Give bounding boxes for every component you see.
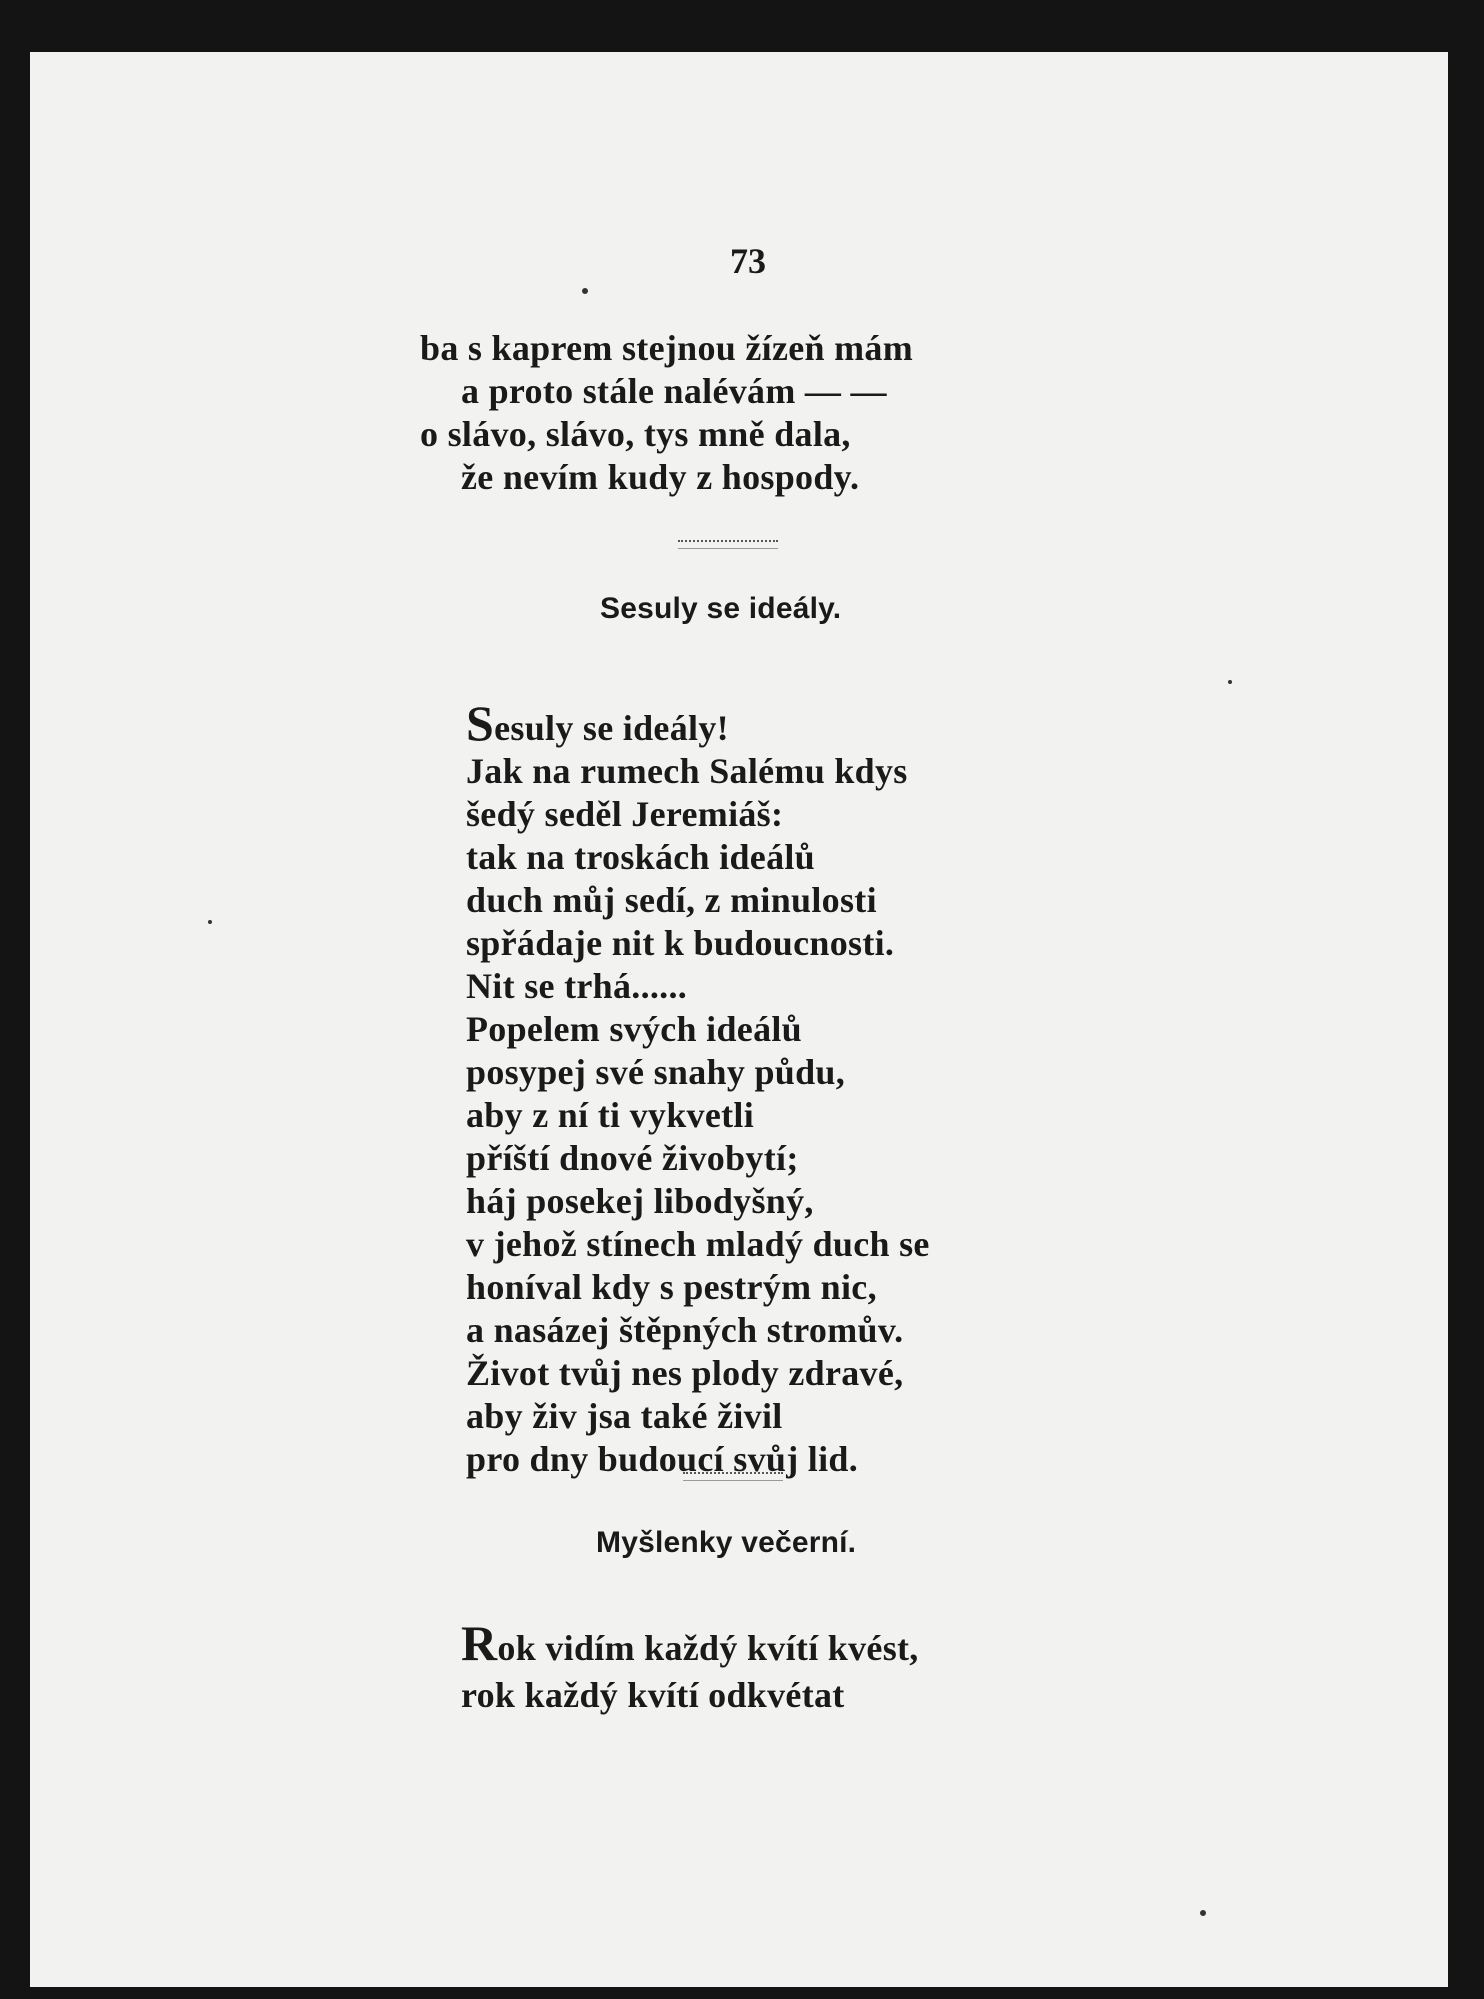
poem-line: šedý seděl Jeremiáš: (466, 794, 784, 834)
poem-title: Myšlenky večerní. (596, 1526, 857, 1559)
poem-line (466, 695, 930, 751)
poem-line: aby živ jsa také živil (466, 1396, 783, 1436)
poem-body (466, 695, 930, 1481)
poem-line: a nasázej štěpných stromův. (466, 1310, 904, 1350)
poem-line: posypej své snahy půdu, (466, 1052, 846, 1092)
section-divider (683, 1472, 783, 1481)
poem-line: pro dny budoucí svůj lid. (466, 1439, 859, 1479)
poem-line: Život tvůj nes plody zdravé, (466, 1353, 904, 1393)
stanza-line: o slávo, slávo, tys mně dala, (420, 414, 851, 454)
stanza-line: ba s kaprem stejnou žízeň mám (420, 328, 914, 368)
paper-speck (582, 288, 588, 294)
poem-body (461, 1615, 919, 1719)
poem-first-line: esuly se ideály! (494, 708, 729, 748)
poem-title: Sesuly se ideály. (600, 592, 842, 625)
drop-cap: R (461, 1615, 498, 1671)
drop-cap: S (466, 695, 495, 751)
poem-line: v jehož stínech mladý duch se (466, 1224, 930, 1264)
poem-line: rok každý kvítí odkvétat (461, 1675, 845, 1715)
poem-line: spřádaje nit k budoucnosti. (466, 923, 895, 963)
poem-line: aby z ní ti vykvetli (466, 1095, 755, 1135)
poem-line: háj posekej libodyšný, (466, 1181, 814, 1221)
poem-line: Jak na rumech Salému kdys (466, 751, 908, 791)
closing-stanza (420, 327, 913, 499)
poem-line (461, 1615, 919, 1672)
book-page (30, 52, 1448, 1987)
poem-line: Popelem svých ideálů (466, 1009, 802, 1049)
poem-line: duch můj sedí, z minulosti (466, 880, 877, 920)
paper-speck (1200, 1910, 1206, 1916)
page-number: 73 (730, 241, 766, 281)
stanza-line: že nevím kudy z hospody. (461, 457, 860, 497)
paper-speck (1228, 680, 1232, 684)
poem-line: Nit se trhá...... (466, 966, 688, 1006)
paper-speck (208, 920, 212, 924)
stanza-line: a proto stále nalévám — — (461, 371, 887, 411)
poem-line: příští dnové živobytí; (466, 1138, 799, 1178)
poem-first-line: ok vidím každý kvítí kvést, (497, 1628, 919, 1668)
section-divider (678, 540, 778, 549)
poem-line: honíval kdy s pestrým nic, (466, 1267, 877, 1307)
poem-line: tak na troskách ideálů (466, 837, 816, 877)
